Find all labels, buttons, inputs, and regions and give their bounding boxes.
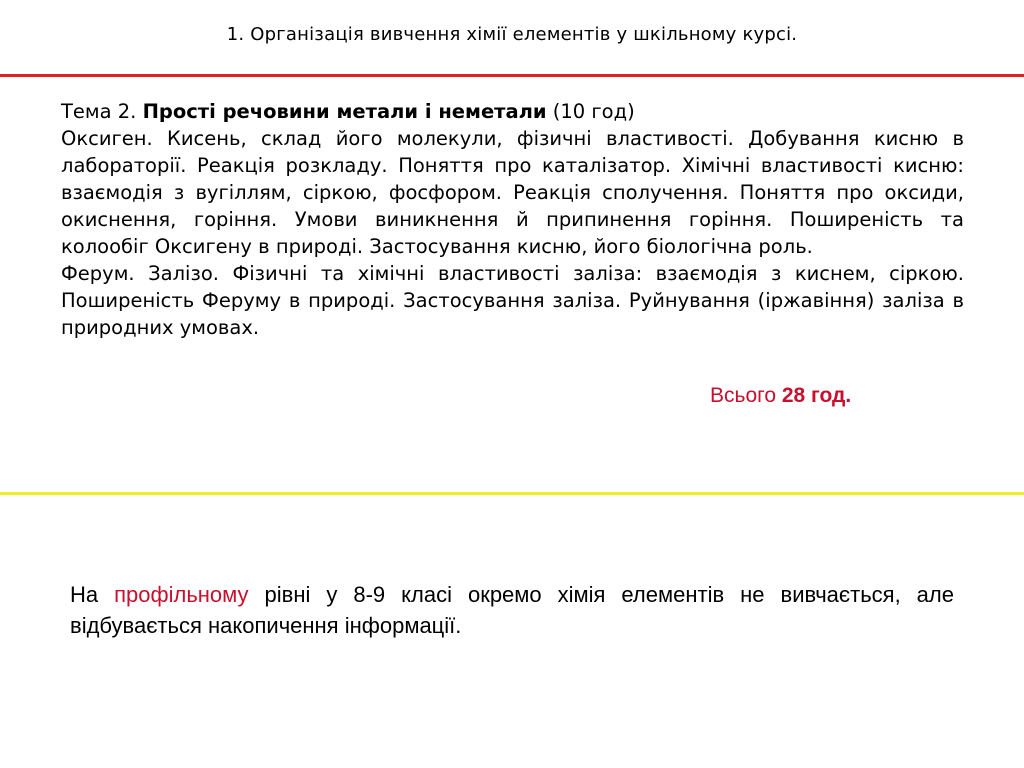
slide-title: 1. Організація вивчення хімії елементів у шкільному курсі. [226,24,798,45]
note-accent: профільному [114,582,249,607]
topic-paragraph-oxygen: Оксиген. Кисень, склад його молекули, фізичні властивості. Добування кисню в лабораторії. Реакція розкладу. Поняття про каталізатор. Хімічні властивості кисню: взаємодія з вугіллям, сіркою, фосфором. Реакція сполучення. Поняття про оксиди, окиснення, горіння. Умови виникнення й припинення горіння. Поширеність та колообіг Оксигену в природі. Застосування кисню, його біологічна роль. [61,127,964,258]
note-before: На [70,582,115,607]
profile-note [70,579,954,641]
topic-hours: (10 год) [546,100,635,123]
topic-heading [61,98,964,125]
topic-name: Прості речовини метали і неметали [142,100,547,123]
total-value: 28 год. [781,384,852,407]
total-hours [710,384,851,408]
topic-prefix: Тема 2. [61,100,143,123]
note-after: рівні у 8-9 класі окремо хімія елементів не вивчається, але відбувається накопичення інформації. [70,582,954,638]
topic-paragraph-iron: Ферум. Залізо. Фізичні та хімічні властивості заліза: взаємодія з киснем, сіркою. Поширеність Феруму в природі. Застосування заліза. Руйнування (іржавіння) заліза в природних умовах. [61,262,964,339]
total-label: Всього [710,384,782,407]
topic-block [61,98,964,341]
bottom-divider [0,492,1024,495]
top-divider [0,74,1024,77]
